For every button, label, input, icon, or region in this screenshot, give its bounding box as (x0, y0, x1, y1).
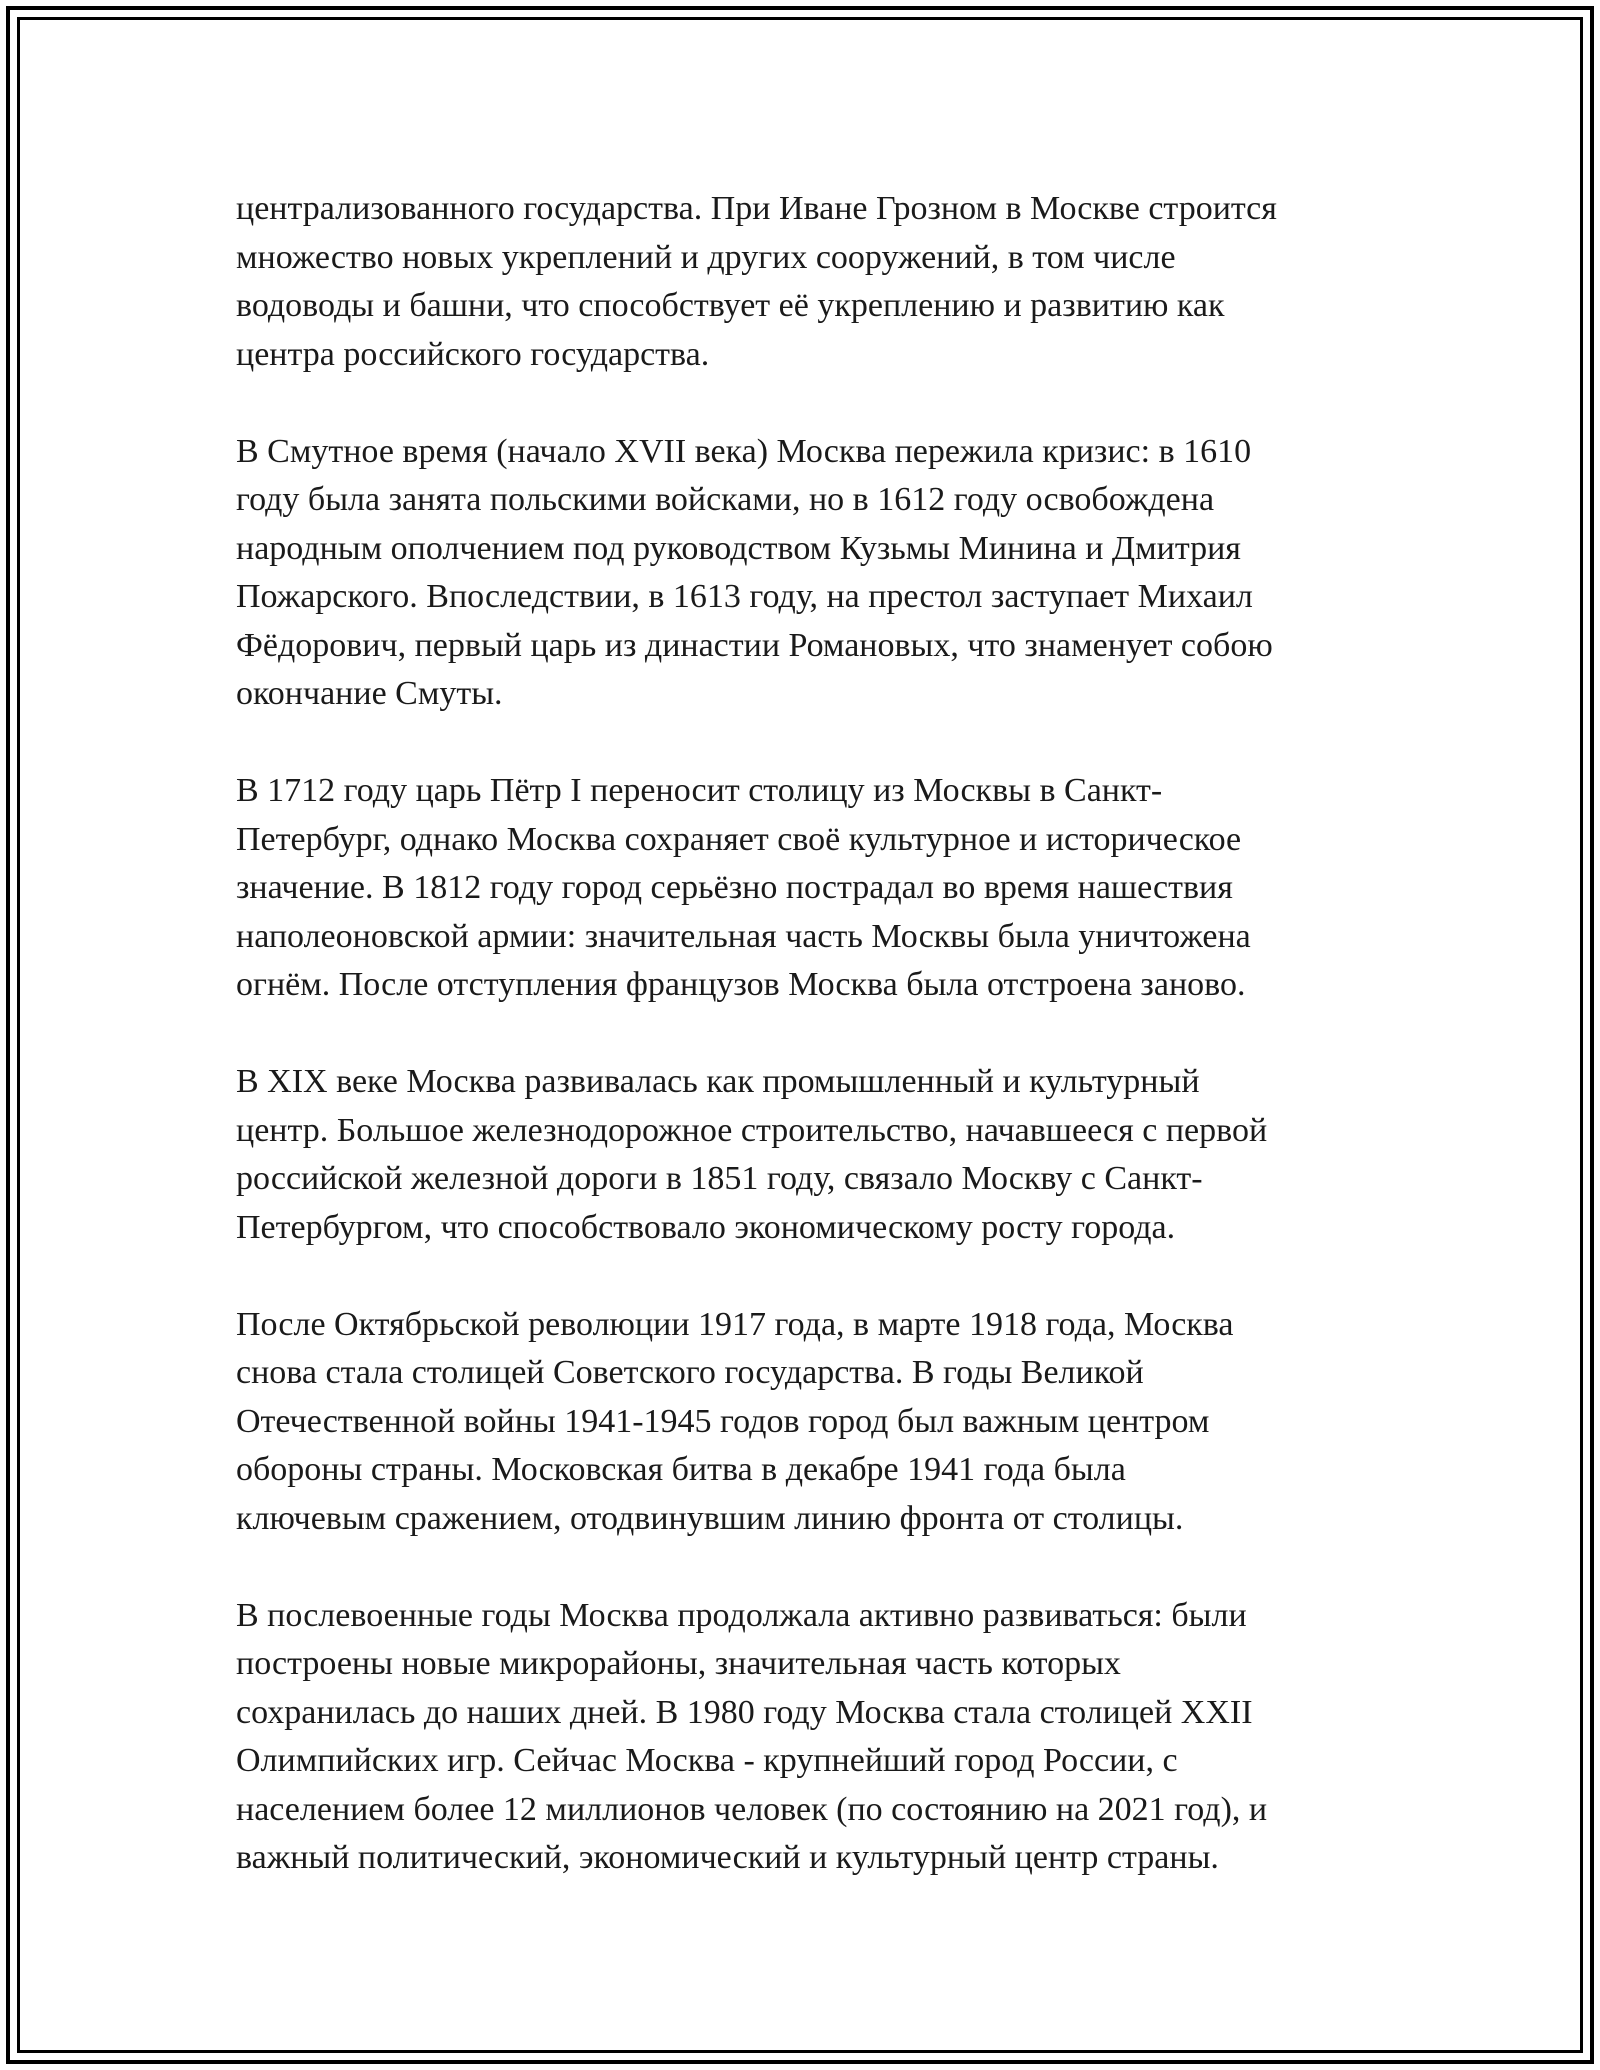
paragraph-soviet-era: После Октябрьской революции 1917 года, в марте 1918 года, Москва снова стала столицей Советского государства. В годы Великой Отечественной войны 1941-1945 годов город был важным центром обороны страны. Московская битва в декабре 1941 года была ключевым сражением, отодвинувшим линию фронта от столицы. (236, 1305, 1234, 1537)
paragraph-time-of-troubles: В Смутное время (начало XVII века) Москва пережила кризис: в 1610 году была занята польскими войсками, но в 1612 году освобождена народным ополчением под руководством Кузьмы Минина и Дмитрия Пожарского. Впоследствии, в 1613 году, на престол заступает Михаил Фёдорович, первый царь из династии Романовых, что знаменует собою окончание Смуты. (236, 432, 1273, 712)
paragraph-nineteenth-century: В XIX веке Москва развивалась как промышленный и культурный центр. Большое железнодорожное строительство, начавшееся с первой российской железной дороги в 1851 году, связало Москву с Санкт- Петербургом, что способствовало экономическому росту города. (236, 1063, 1268, 1246)
document-body (236, 185, 1376, 1883)
paragraph-ivan-grozny: централизованного государства. При Иване Грозном в Москве строится множество новых укреплений и других сооружений, в том числе водоводы и башни, что способствует её укреплению и развитию как центра российского государства. (236, 190, 1277, 373)
paragraph-post-war: В послевоенные годы Москва продолжала активно развиваться: были построены новые микрорайоны, значительная часть которых сохранилась до наших дней. В 1980 году Москва стала столицей XXII Олимпийских игр. Сейчас Москва - крупнейший город России, с населением более 12 миллионов человек (по состоянию на 2021 год), и важный политический, экономический и культурный центр страны. (236, 1596, 1268, 1876)
paragraph-peter-the-great: В 1712 году царь Пётр I переносит столицу из Москвы в Санкт- Петербург, однако Москва сохраняет своё культурное и историческое значение. В 1812 году город серьёзно пострадал во время нашествия наполеоновской армии: значительная часть Москвы была уничтожена огнём. После отступления французов Москва была отстроена заново. (236, 772, 1251, 1003)
